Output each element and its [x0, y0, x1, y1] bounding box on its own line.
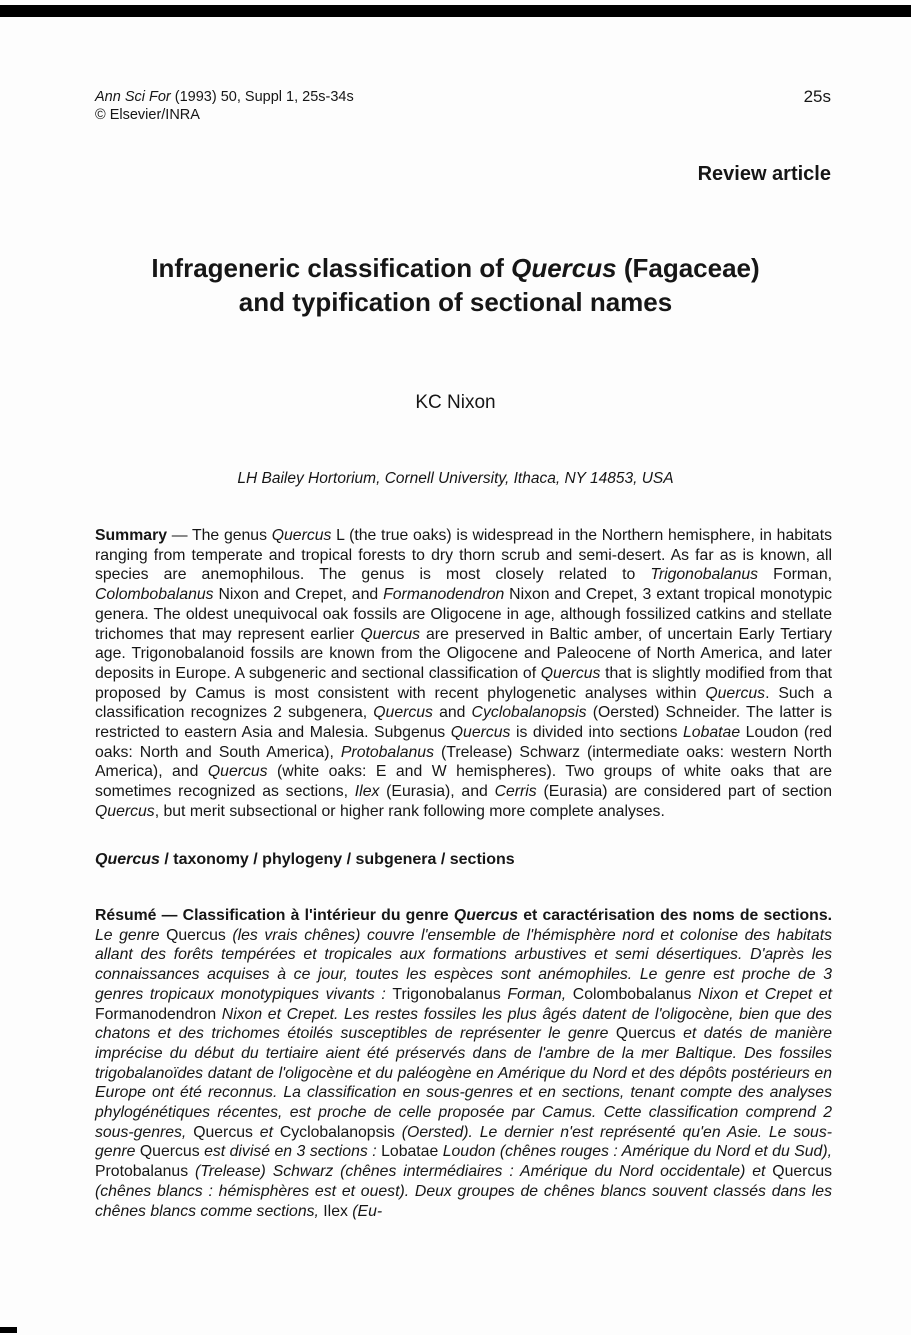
scan-artifact-top-bar [0, 5, 911, 17]
abstract-resume: Résumé — Classification à l'intérieur du genre Quercus et caractérisation des noms de sections. Le genre Quercus (les vrais chênes) couvre l'ensemble de l'hémisphère nord et colonise des habitats allant des forêts tempérées et tropicales aux formations arbustives et semi désertiques. D'après les connaissances acquises à ce jour, toutes les espèces sont anémophiles. Le genre est proche de 3 genres tropicaux monotypiques vivants : Trigonobalanus Forman, Colombobalanus Nixon et Crepet et Formanodendron Nixon et Crepet. Les restes fossiles les plus âgés datent de l'oligocène, bien que des chatons et des trichomes étoilés susceptibles de représenter le genre Quercus et datés de manière imprécise du début du tertiaire aient été préservés dans de l'ambre de la mer Baltique. Des fossiles trigobalanoïdes datant de l'oligocène et du paléogène en Amérique du Nord et des dépôts postérieurs en Europe ont été reconnus. La classification en sous-genres et en sections, tenant compte des analyses phylogénétiques récentes, est proche de celle proposée par Camus. Cette classification comprend 2 sous-genres, Quercus et Cyclobalanopsis (Oersted). Le dernier n'est représenté qu'en Asie. Le sous-genre Quercus est divisé en 3 sections : Lobatae Loudon (chênes rouges : Amérique du Nord et du Sud), Protobalanus (Trelease) Schwarz (chênes intermédiaires : Amérique du Nord occidentale) et Quercus (chênes blancs : hémisphères est et ouest). Deux groupes de chênes blancs souvent classés dans les chênes blancs comme sections, Ilex (Eu- [95, 907, 832, 1220]
journal-header-left [95, 88, 354, 124]
article-type-label: Review article [697, 163, 831, 185]
title-line-2: and typification of sectional names [238, 287, 673, 317]
copyright-line: © Elsevier/INRA [95, 107, 200, 123]
article-title [0, 251, 911, 319]
author-affiliation: LH Bailey Hortorium, Cornell University, Ithaca, NY 14853, USA [237, 470, 674, 487]
journal-reference: Ann Sci For (1993) 50, Suppl 1, 25s-34s [95, 89, 354, 105]
keywords-line: Quercus / taxonomy / phylogeny / subgenera / sections [95, 851, 515, 868]
abstract-summary: Summary — The genus Quercus L (the true oaks) is widespread in the Northern hemisphere, in habitats ranging from temperate and tropical forests to dry thorn scrub and semi-desert. As far as is known, all species are anemophilous. The genus is most closely related to Trigonobalanus Forman, Colombobalanus Nixon and Crepet, and Formanodendron Nixon and Crepet, 3 extant tropical monotypic genera. The oldest unequivocal oak fossils are Oligocene in age, although fossilized catkins and stellate trichomes that may represent earlier Quercus are preserved in Baltic amber, of uncertain Early Tertiary age. Trigonobalanoid fossils are known from the Oligocene and Paleocene of North America, and later deposits in Europe. A subgeneric and sectional classification of Quercus that is slightly modified from that proposed by Camus is most consistent with recent phylogenetic analyses within Quercus. Such a classification recognizes 2 subgenera, Quercus and Cyclobalanopsis (Oersted) Schneider. The latter is restricted to eastern Asia and Malesia. Subgenus Quercus is divided into sections Lobatae Loudon (red oaks: North and South America), Protobalanus (Trelease) Schwarz (intermediate oaks: western North America), and Quercus (white oaks: E and W hemispheres). Two groups of white oaks that are sometimes recognized as sections, Ilex (Eurasia), and Cerris (Eurasia) are considered part of section Quercus, but merit subsectional or higher rank following more complete analyses. [95, 527, 833, 820]
page-header [95, 88, 831, 124]
author-name: KC Nixon [415, 392, 496, 413]
title-line-1: Infrageneric classification of Quercus (Fagaceae) [151, 253, 760, 283]
page-number: 25s [803, 87, 831, 106]
scan-artifact-bottom-mark [0, 1327, 17, 1333]
